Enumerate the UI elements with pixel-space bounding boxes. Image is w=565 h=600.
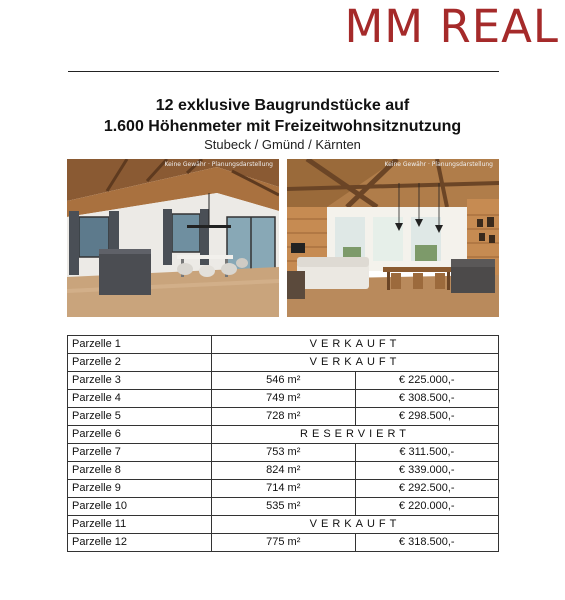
headline-line-1: 12 exklusive Baugrundstücke auf [155, 97, 410, 114]
plot-price: € 225.000,- [355, 372, 499, 390]
plot-price: € 339.000,- [355, 462, 499, 480]
plot-area: 546 m² [212, 372, 356, 390]
plot-name: Parzelle 10 [68, 498, 212, 516]
headline-line-2: 1.600 Höhenmeter mit Freizeitwohnsitznutzung [103, 118, 462, 135]
plot-name: Parzelle 1 [68, 336, 212, 354]
table-row [68, 426, 499, 444]
table-row [68, 354, 499, 372]
plot-area: 749 m² [212, 390, 356, 408]
plot-name: Parzelle 3 [68, 372, 212, 390]
plot-name: Parzelle 7 [68, 444, 212, 462]
interior-render-lounge [287, 159, 499, 317]
table-row [68, 444, 499, 462]
plot-price: € 220.000,- [355, 498, 499, 516]
plot-price: € 311.500,- [355, 444, 499, 462]
location-line: Stubeck / Gmünd / Kärnten [204, 137, 361, 152]
plot-status: RESERVIERT [212, 426, 499, 444]
plot-price: € 298.500,- [355, 408, 499, 426]
plot-status: VERKAUFT [212, 354, 499, 372]
plot-name: Parzelle 2 [68, 354, 212, 372]
plot-area: 775 m² [212, 534, 356, 552]
table-row [68, 408, 499, 426]
table-row [68, 516, 499, 534]
plot-status: VERKAUFT [212, 516, 499, 534]
plot-name: Parzelle 12 [68, 534, 212, 552]
interior-render-kitchen [67, 159, 279, 317]
plot-area: 714 m² [212, 480, 356, 498]
plot-price: € 292.500,- [355, 480, 499, 498]
table-row [68, 462, 499, 480]
header-divider [68, 71, 499, 72]
plot-price: € 318.500,- [355, 534, 499, 552]
plot-name: Parzelle 9 [68, 480, 212, 498]
plot-price: € 308.500,- [355, 390, 499, 408]
plot-area: 728 m² [212, 408, 356, 426]
plot-area: 753 m² [212, 444, 356, 462]
plot-area: 535 m² [212, 498, 356, 516]
plot-price-table [67, 335, 499, 552]
plot-name: Parzelle 11 [68, 516, 212, 534]
plot-name: Parzelle 5 [68, 408, 212, 426]
plot-name: Parzelle 6 [68, 426, 212, 444]
table-row [68, 372, 499, 390]
plot-name: Parzelle 4 [68, 390, 212, 408]
table-row [68, 390, 499, 408]
table-row [68, 534, 499, 552]
image-caption: Keine Gewähr · Planungsdarstellung [164, 161, 273, 168]
plot-area: 824 m² [212, 462, 356, 480]
company-logo: MM REAL [344, 0, 559, 53]
plot-name: Parzelle 8 [68, 462, 212, 480]
image-caption: Keine Gewähr · Planungsdarstellung [384, 161, 493, 168]
table-row [68, 498, 499, 516]
table-row [68, 480, 499, 498]
table-row [68, 336, 499, 354]
plot-status: VERKAUFT [212, 336, 499, 354]
